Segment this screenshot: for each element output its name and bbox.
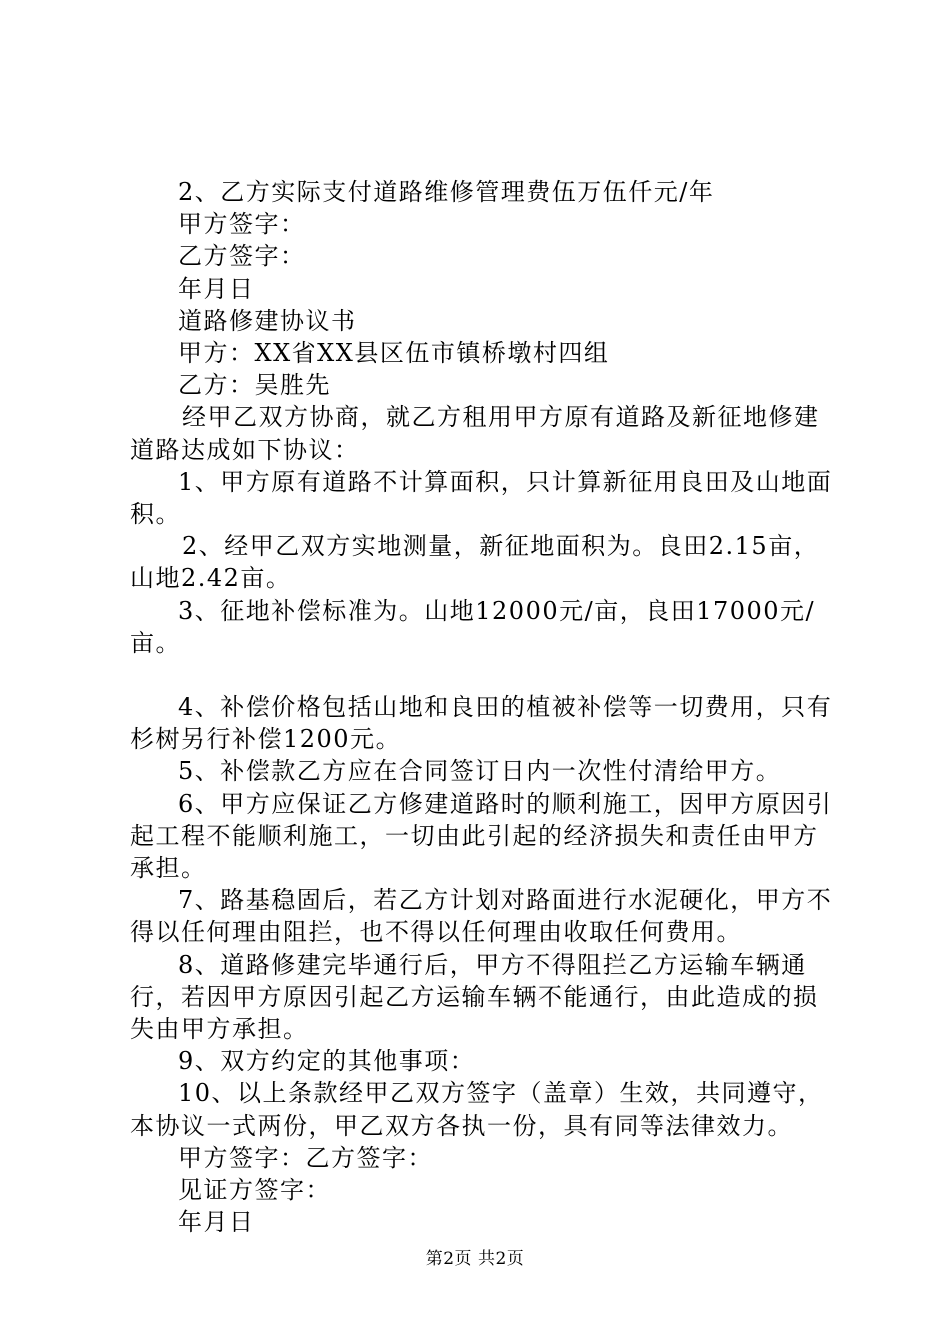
clause-9: 9、双方约定的其他事项： [178,1047,476,1076]
clause-4: 4、补偿价格包括山地和良田的植被补偿等一切费用，只有杉树另行补偿1200元。 [130,693,833,754]
date-label: 年月日 [178,274,255,303]
closing-date-label: 年月日 [178,1208,255,1237]
clause-8: 8、道路修建完毕通行后，甲方不得阻拦乙方运输车辆通行，若因甲方原因引起乙方运输车辆不能通行，由此造成的损失由甲方承担。 [130,950,819,1044]
clause-line: 2、乙方实际支付道路维修管理费伍万伍仟元/年 [178,178,715,206]
page-footer: 第2页 共2页 [425,1249,525,1269]
party-b-signature-label: 乙方签字： [178,242,306,271]
signatures-line: 甲方签字：乙方签字： [178,1143,433,1172]
clause-10: 10、以上条款经甲乙双方签字（盖章）生效，共同遵守，本协议一式两份，甲乙双方各执一份，具有同等法律效力。 [130,1079,824,1140]
clause-5: 5、补偿款乙方应在合同签订日内一次性付清给甲方。 [178,757,782,786]
party-a-signature-label: 甲方签字： [178,210,306,239]
blank-line [130,659,840,691]
clause-7: 7、路基稳固后，若乙方计划对路面进行水泥硬化，甲方不得以任何理由阻拦，也不得以任何理由收取任何费用。 [130,886,833,947]
agreement-intro: 经甲乙双方协商，就乙方租用甲方原有道路及新征地修建道路达成如下协议： [130,403,820,464]
clause-6: 6、甲方应保证乙方修建道路时的顺利施工，因甲方原因引起工程不能顺利施工，一切由此引起的经济损失和责任由甲方承担。 [130,789,833,883]
party-b-info: 乙方：吴胜先 [178,371,331,400]
clause-2: 2、经甲乙双方实地测量，新征地面积为。良田2.15亩，山地2.42亩。 [130,532,820,593]
party-a-info: 甲方：XX省XX县区伍市镇桥墩村四组 [178,339,610,368]
agreement-title: 道路修建协议书 [178,306,357,335]
witness-signature-label: 见证方签字： [178,1176,331,1205]
clause-3: 3、征地补偿标准为。山地12000元/亩，良田17000元/亩。 [130,596,816,657]
clause-1: 1、甲方原有道路不计算面积，只计算新征用良田及山地面积。 [130,467,833,529]
document-body [130,176,840,1239]
